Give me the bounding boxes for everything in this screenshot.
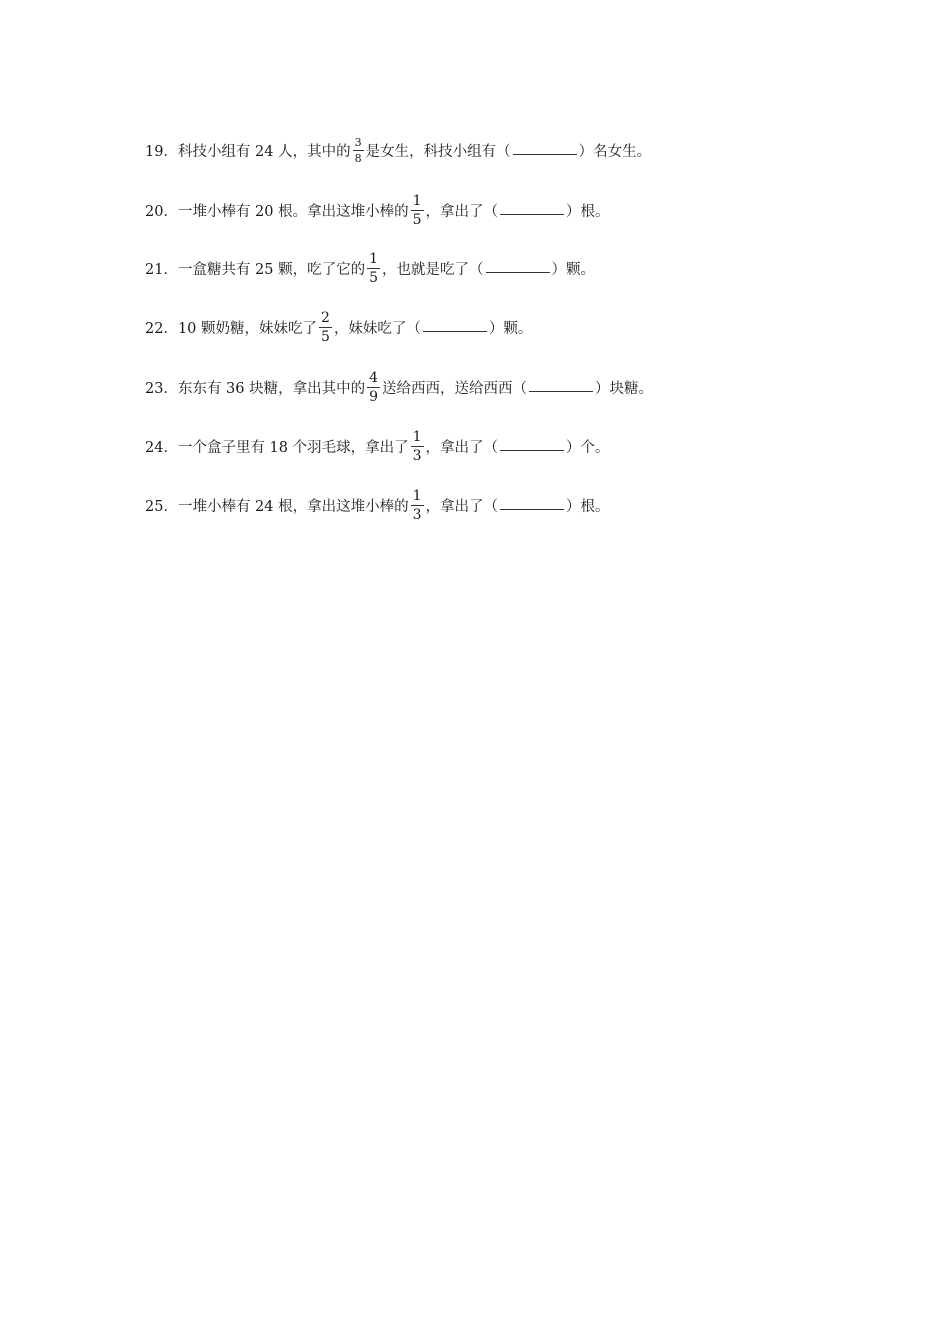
question-text: 10 颗奶糖，妹妹吃了 [177, 320, 318, 337]
question-number: 19． [145, 143, 178, 160]
answer-blank[interactable] [423, 319, 487, 332]
fraction [319, 311, 332, 344]
answer-blank[interactable] [500, 202, 564, 215]
answer-blank[interactable] [529, 379, 593, 392]
question-text: 一盒糖共有 25 颗，吃了它的 [177, 261, 366, 278]
fraction-denominator: 8 [354, 151, 362, 165]
question-text: ）根。 [566, 498, 610, 515]
question-20 [145, 190, 610, 230]
question-text: ，妹妹吃了（ [333, 320, 421, 337]
question-21 [145, 248, 595, 288]
question-number: 25． [145, 498, 178, 515]
fraction-numerator: 1 [369, 250, 379, 267]
question-23 [145, 367, 653, 407]
question-text: 一个盒子里有 18 个羽毛球，拿出了 [177, 439, 409, 456]
question-text: 东东有 36 块糖，拿出其中的 [177, 380, 366, 397]
fraction [367, 371, 380, 404]
question-number: 22． [145, 320, 178, 337]
question-number: 24． [145, 439, 178, 456]
question-text: ，拿出了（ [425, 439, 499, 456]
question-number: 20． [145, 203, 178, 220]
answer-blank[interactable] [500, 497, 564, 510]
question-text: ，拿出了（ [425, 203, 499, 220]
fraction-numerator: 1 [412, 428, 422, 445]
question-number: 23． [145, 380, 178, 397]
question-text: ）个。 [566, 439, 610, 456]
fraction [411, 194, 424, 227]
question-text: ，也就是吃了（ [382, 261, 484, 278]
fraction [367, 252, 380, 285]
fraction [411, 489, 424, 522]
question-text: ，拿出了（ [425, 498, 499, 515]
question-text: ）颗。 [488, 320, 533, 337]
fraction-denominator: 3 [412, 447, 422, 464]
question-text: 科技小组有 24 人，其中的 [177, 143, 351, 160]
fraction-denominator: 3 [412, 506, 422, 523]
fraction-denominator: 9 [369, 388, 379, 405]
fraction [353, 137, 364, 164]
question-25 [145, 485, 610, 525]
question-22 [145, 307, 532, 347]
question-text: ）名女生。 [578, 143, 652, 160]
question-text: ）块糖。 [595, 380, 654, 397]
fraction-denominator: 5 [369, 269, 379, 286]
question-text: 一堆小棒有 20 根。拿出这堆小棒的 [177, 203, 409, 220]
fraction [411, 430, 424, 463]
fraction-numerator: 1 [412, 192, 422, 209]
fraction-denominator: 5 [321, 328, 330, 345]
fraction-numerator: 3 [354, 135, 362, 149]
question-24 [145, 426, 610, 466]
fraction-numerator: 2 [321, 309, 330, 326]
question-19 [145, 130, 651, 170]
question-text: ）颗。 [551, 261, 596, 278]
question-text: 送给西西，送给西西（ [382, 380, 528, 397]
answer-blank[interactable] [500, 438, 564, 451]
answer-blank[interactable] [486, 260, 550, 273]
question-text: 一堆小棒有 24 根，拿出这堆小棒的 [177, 498, 409, 515]
fraction-numerator: 4 [369, 369, 379, 386]
answer-blank[interactable] [513, 142, 577, 155]
question-text: 是女生，科技小组有（ [365, 143, 511, 160]
fraction-denominator: 5 [412, 211, 422, 228]
question-number: 21． [145, 261, 178, 278]
fraction-numerator: 1 [412, 487, 422, 504]
question-text: ）根。 [566, 203, 610, 220]
